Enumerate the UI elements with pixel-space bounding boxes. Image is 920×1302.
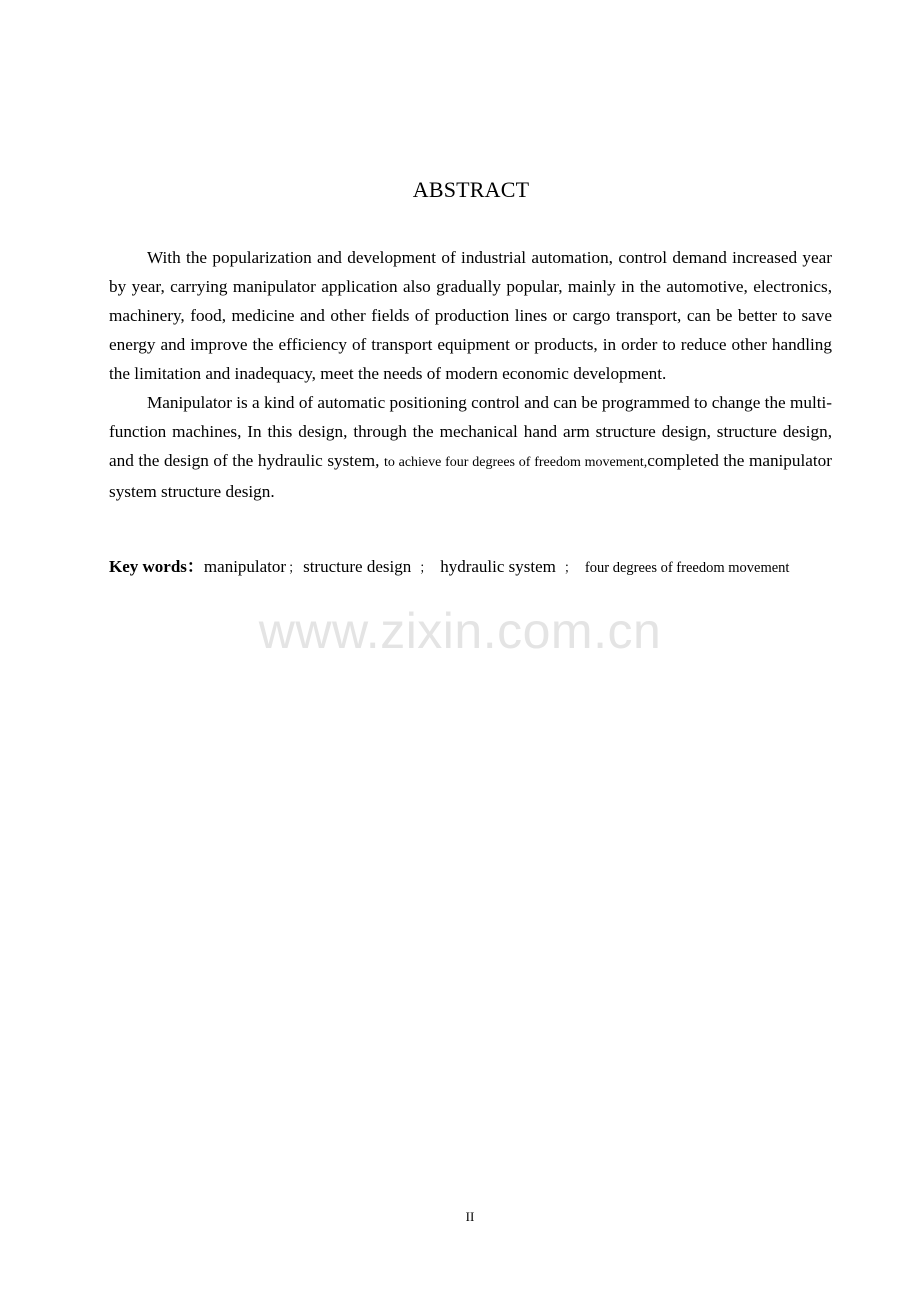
- abstract-title: ABSTRACT: [412, 177, 530, 202]
- page-number: II: [465, 1209, 475, 1224]
- watermark-text: www.zixin.com.cn: [258, 603, 662, 659]
- keyword-separator: ；: [419, 561, 433, 576]
- keyword-four-degrees-of-freedom: four degrees of freedom movement: [584, 560, 790, 576]
- abstract-body: [109, 243, 832, 506]
- paragraph-2-text-a: Manipulator is a kind of automatic positioning control and can be programmed to change the multi-function machines, In this design, through the mechanical hand arm structure design, structure design, and the design of the hydraulic system,: [109, 393, 832, 470]
- keyword-structure-design: structure design: [303, 557, 412, 576]
- keywords-line: [109, 553, 869, 583]
- abstract-paragraph-1: With the popularization and development of industrial automation, control demand increased year by year, carrying manipulator application also gradually popular, mainly in the automotive, electronics, machinery, food, medicine and other fields of production lines or cargo transport, can be better to save energy and improve the efficiency of transport equipment or products, in order to reduce other handling the limitation and inadequacy, meet the needs of modern economic development.: [109, 248, 832, 383]
- paragraph-2-text-b: to achieve four degrees of freedom movement,: [383, 455, 648, 470]
- keyword-separator: ；: [288, 561, 302, 576]
- keywords-label: Key words：: [109, 557, 204, 576]
- keyword-hydraulic-system: hydraulic system: [440, 557, 556, 576]
- paragraph-2-text-c: completed the manipulator system structure design.: [109, 451, 832, 501]
- keyword-manipulator: manipulator: [203, 557, 287, 576]
- keyword-separator: ；: [563, 561, 577, 576]
- abstract-paragraph-2: [109, 388, 832, 506]
